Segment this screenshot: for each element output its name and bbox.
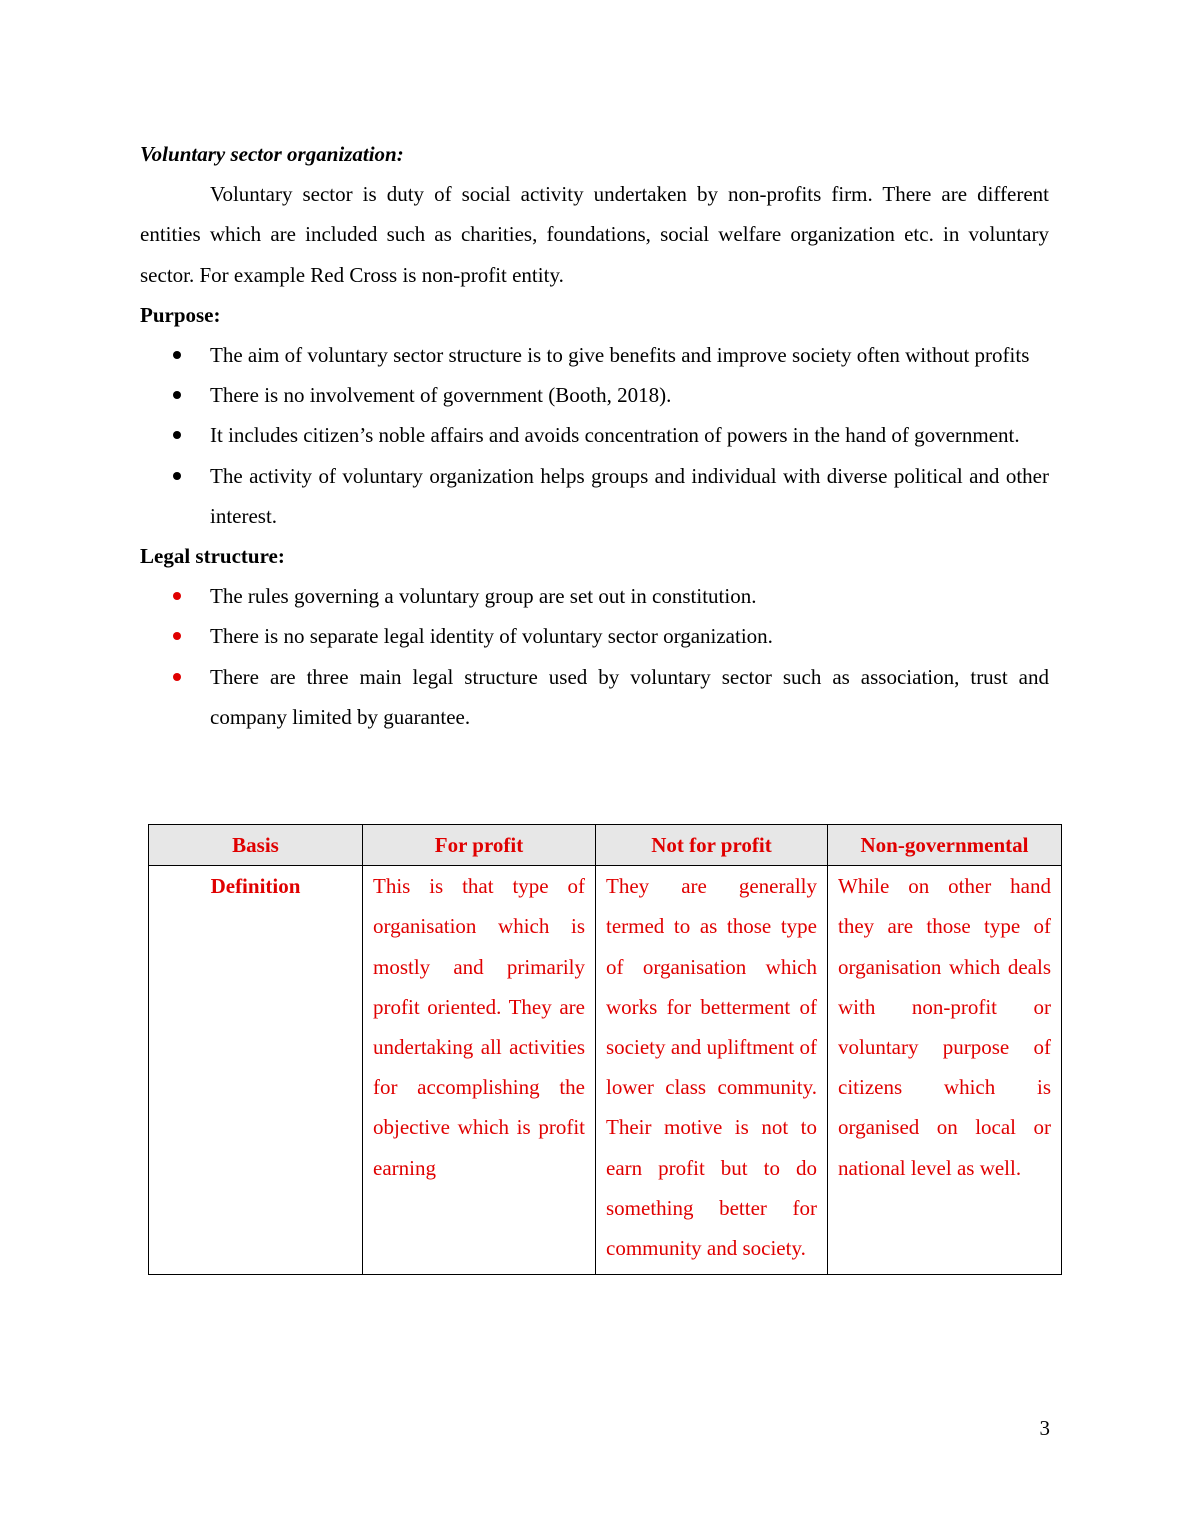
legal-structure-list	[140, 576, 1049, 737]
column-header-non-governmental: Non-governmental	[828, 825, 1062, 866]
list-item	[140, 375, 1049, 415]
list-item	[140, 335, 1049, 375]
column-header-basis: Basis	[149, 825, 363, 866]
section-heading: Voluntary sector organization:	[140, 142, 404, 166]
legal-structure-heading: Legal structure:	[140, 544, 285, 569]
bullet-icon	[173, 391, 181, 399]
list-item-text: There is no involvement of government (Booth, 2018).	[210, 383, 672, 408]
column-header-for-profit: For profit	[363, 825, 596, 866]
table-header-row	[149, 825, 1062, 866]
list-item-text: There is no separate legal identity of voluntary sector organization.	[210, 624, 773, 649]
purpose-heading: Purpose:	[140, 302, 221, 327]
list-item-text: The activity of voluntary organization helps groups and individual with diverse political and other interest.	[210, 463, 1049, 528]
list-item-text: There are three main legal structure used by voluntary sector such as association, trust and company limited by guarantee.	[210, 664, 1049, 729]
bullet-icon	[173, 673, 181, 681]
list-item-text: The aim of voluntary sector structure is to give benefits and improve society often without profits	[210, 343, 1030, 368]
bullet-icon	[173, 592, 181, 600]
comparison-table	[148, 824, 1062, 1275]
list-item-text: It includes citizen’s noble affairs and avoids concentration of powers in the hand of government.	[210, 423, 1020, 448]
bullet-icon	[173, 632, 181, 640]
table-cell-basis: Definition	[149, 866, 363, 1275]
table-row	[149, 866, 1062, 1275]
list-item	[140, 657, 1049, 737]
list-item	[140, 415, 1049, 455]
bullet-icon	[173, 472, 181, 480]
list-item	[140, 576, 1049, 616]
list-item	[140, 616, 1049, 656]
column-header-not-for-profit: Not for profit	[596, 825, 828, 866]
table-cell-non-governmental: While on other hand they are those type of organisation which deals with non-profit or voluntary purpose of citizens which is organised on local or national level as well.	[828, 866, 1062, 1275]
bullet-icon	[173, 351, 181, 359]
intro-paragraph: Voluntary sector is duty of social activity undertaken by non-profits firm. There are different entities which are included such as charities, foundations, social welfare organization etc. in voluntary sector. For example Red Cross is non-profit entity.	[140, 182, 1049, 287]
page-number: 3	[1039, 1416, 1050, 1440]
page-content	[140, 134, 1049, 737]
list-item-text: The rules governing a voluntary group are set out in constitution.	[210, 584, 757, 609]
list-item	[140, 456, 1049, 536]
table-cell-not-for-profit: They are generally termed to as those type of organisation which works for betterment of society and upliftment of lower class community. Their motive is not to earn profit but to do something better for community and society.	[596, 866, 828, 1275]
table-cell-for-profit: This is that type of organisation which is mostly and primarily profit oriented. They are undertaking all activities for accomplishing the objective which is profit earning	[363, 866, 596, 1275]
purpose-list	[140, 335, 1049, 536]
comparison-table-wrapper	[148, 824, 1061, 1275]
bullet-icon	[173, 431, 181, 439]
